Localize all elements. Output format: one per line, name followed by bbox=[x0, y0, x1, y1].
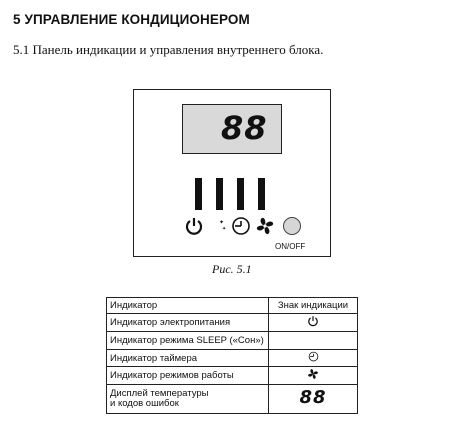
power-icon bbox=[307, 315, 319, 327]
fan-icon bbox=[255, 216, 275, 236]
section-heading: 5 УПРАВЛЕНИЕ КОНДИЦИОНЕРОМ bbox=[13, 12, 250, 27]
sleep-moon-icon bbox=[307, 333, 319, 345]
svg-text:✦: ✦ bbox=[219, 219, 225, 226]
row-label: Индикатор режимов работы bbox=[107, 367, 269, 385]
header-indicator: Индикатор bbox=[107, 298, 269, 314]
figure-caption: Рис. 5.1 bbox=[212, 262, 252, 276]
indicator-bar-1 bbox=[195, 178, 202, 210]
row-sign bbox=[269, 350, 358, 367]
table-row bbox=[107, 385, 358, 414]
fan-icon bbox=[307, 368, 319, 380]
header-sign: Знак индикации bbox=[269, 298, 358, 314]
table-row bbox=[107, 367, 358, 385]
on-off-label: ON/OFF bbox=[275, 242, 306, 251]
table-header-row bbox=[107, 298, 358, 314]
row-sign bbox=[269, 314, 358, 332]
display-digits: 88 bbox=[299, 386, 327, 408]
table-row bbox=[107, 350, 358, 367]
row-label: Индикатор таймера bbox=[107, 350, 269, 367]
on-off-button[interactable] bbox=[283, 217, 301, 235]
indicator-bar-2 bbox=[216, 178, 223, 210]
row-label: Индикатор режима SLEEP («Сон») bbox=[107, 332, 269, 350]
sleep-moon-icon bbox=[206, 216, 228, 236]
row-label: Индикатор электропитания bbox=[107, 314, 269, 332]
row-label bbox=[107, 385, 269, 414]
timer-clock-icon bbox=[308, 351, 319, 362]
timer-clock-icon bbox=[231, 216, 251, 236]
row-sign bbox=[269, 332, 358, 350]
lcd-display bbox=[182, 104, 282, 154]
indicator-legend-table bbox=[106, 297, 358, 414]
table-row bbox=[107, 314, 358, 332]
row-label-line2: и кодов ошибок bbox=[110, 398, 179, 409]
indicator-bar-4 bbox=[258, 178, 265, 210]
row-sign bbox=[269, 385, 358, 414]
subsection-heading: 5.1 Панель индикации и управления внутреннего блока. bbox=[13, 42, 324, 57]
row-sign bbox=[269, 367, 358, 385]
row-label-line1: Дисплей температуры bbox=[110, 388, 209, 399]
table-row bbox=[107, 332, 358, 350]
lcd-digits: 88 bbox=[221, 109, 268, 147]
svg-text:✦: ✦ bbox=[222, 226, 227, 232]
power-icon bbox=[184, 216, 204, 236]
indoor-unit-control-panel bbox=[133, 89, 331, 257]
indicator-bar-3 bbox=[237, 178, 244, 210]
